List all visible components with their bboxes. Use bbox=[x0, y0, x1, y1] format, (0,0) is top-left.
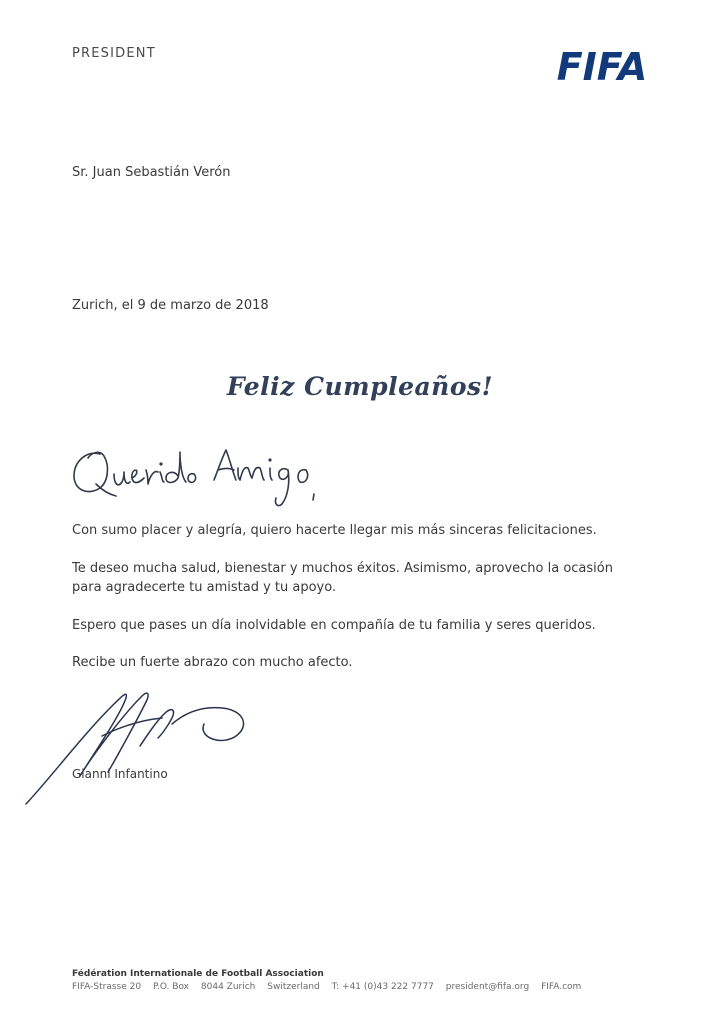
footer-address-country: Switzerland bbox=[267, 982, 320, 992]
body-paragraph-3: Espero que pases un día inolvidable en compañía de tu familia y seres queridos. bbox=[72, 618, 596, 633]
footer-website: FIFA.com bbox=[541, 982, 582, 992]
signer-name: Gianni Infantino bbox=[72, 767, 168, 781]
fifa-logo-text: FIFA bbox=[556, 47, 648, 85]
footer-address-street: FIFA-Strasse 20 bbox=[72, 982, 142, 992]
recipient-name: Sr. Juan Sebastián Verón bbox=[72, 165, 231, 180]
footer-address-box: P.O. Box bbox=[152, 982, 190, 992]
handwritten-signature bbox=[22, 676, 262, 811]
greeting-title: Feliz Cumpleaños! bbox=[226, 372, 494, 401]
body-paragraph-2: Te deseo mucha salud, bienestar y muchos éxitos. Asimismo, aprovecho la ocasión para agradecerte tu amistad y tu apoyo. bbox=[72, 561, 613, 595]
footer-contact bbox=[72, 982, 590, 992]
body-paragraph-4: Recibe un fuerte abrazo con mucho afecto. bbox=[72, 655, 353, 670]
handwritten-salutation bbox=[66, 436, 336, 516]
fifa-logo bbox=[548, 47, 656, 85]
letterhead-title: PRESIDENT bbox=[72, 46, 156, 61]
footer-email: president@fifa.org bbox=[445, 982, 530, 992]
footer-organization: Fédération Internationale de Football Association bbox=[72, 969, 324, 979]
date-line: Zurich, el 9 de marzo de 2018 bbox=[72, 298, 269, 313]
body-paragraph-1: Con sumo placer y alegría, quiero hacerte llegar mis más sinceras felicitaciones. bbox=[72, 523, 597, 538]
footer-address-city: 8044 Zurich bbox=[200, 982, 256, 992]
footer-phone: T: +41 (0)43 222 7777 bbox=[331, 982, 434, 992]
